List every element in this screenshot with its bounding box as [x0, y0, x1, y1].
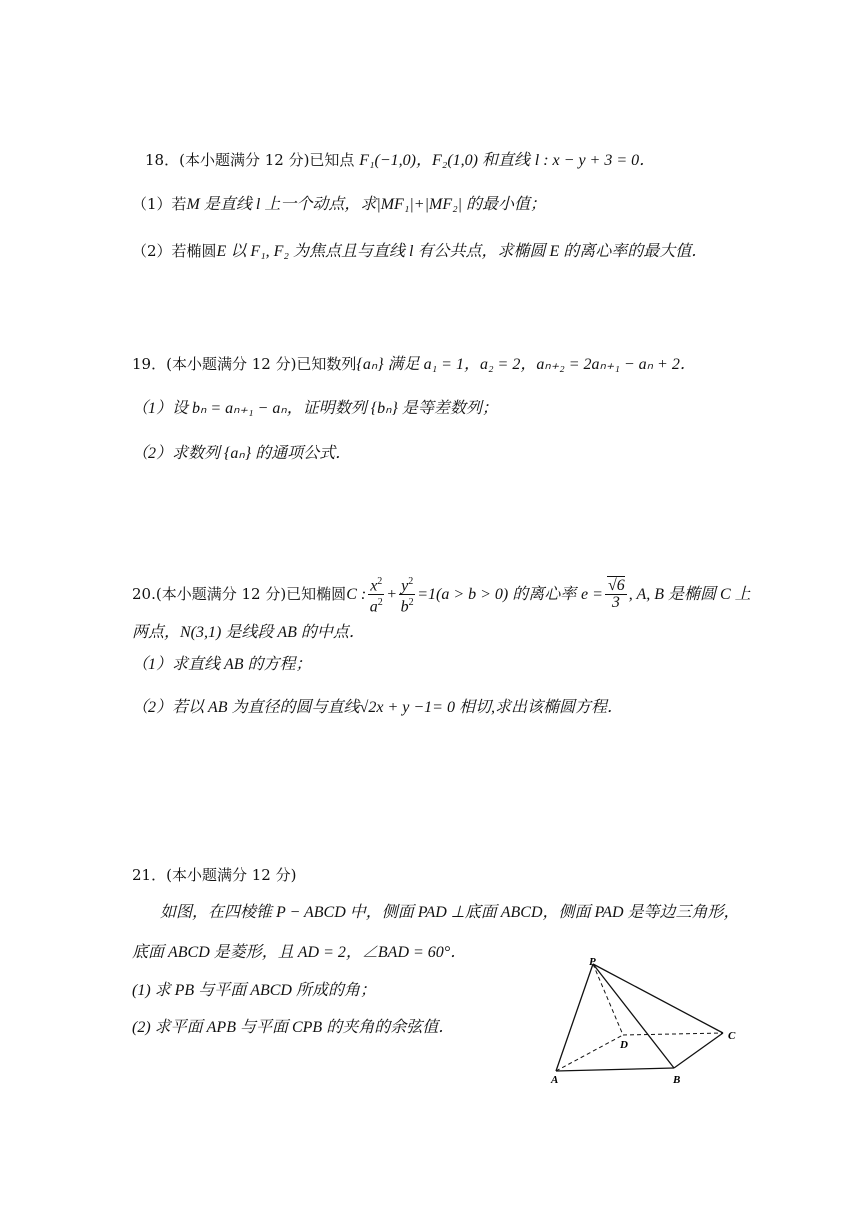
- q20-plus: +: [386, 585, 398, 603]
- q21-part2-text: (2) 求平面 APB 与平面 CPB 的夹角的余弦值．: [132, 1019, 455, 1036]
- q18-part2-text: E 以 F₁, F₂ 为焦点且与直线 l 有公共点，求椭圆 E 的离心率的最大值．: [216, 243, 708, 260]
- edge-PC: [593, 964, 723, 1033]
- q19-header: [132, 354, 696, 375]
- pyramid-figure: [545, 955, 745, 1090]
- q18-part1-num: （1）若: [132, 195, 187, 213]
- edge-AB: [556, 1068, 674, 1071]
- q18-part1-text: M 是直线 l 上一个动点，求: [186, 196, 377, 213]
- q18-title: 18．(本小题满分 12 分)已知点: [145, 151, 355, 169]
- label-B: B: [673, 1074, 681, 1086]
- q21-part2: [132, 1017, 454, 1038]
- q19-part1: [132, 398, 498, 419]
- q18-header: [145, 150, 655, 171]
- edge-PA: [556, 964, 593, 1071]
- q20-frac-x: $\frac{x^2}{a^2}$: [369, 576, 383, 616]
- q18-points: F₁(−1,0)，F₂(1,0) 和直线: [359, 152, 530, 169]
- q20-sqrt2: √: [359, 699, 369, 716]
- q21-title: 21．(本小题满分 12 分): [132, 866, 297, 884]
- edge-BC: [674, 1033, 723, 1068]
- q20-part1: [132, 654, 312, 675]
- q20-line2: [132, 622, 365, 643]
- q21-body2-text: 底面 ABCD 是菱形，且 AD = 2，∠BAD = 60°．: [132, 944, 467, 961]
- q20-cond: =1(a > b > 0) 的离心率: [417, 585, 577, 603]
- q20-ecc: e =: [581, 585, 603, 603]
- q18-part2-num: （2）若椭圆: [132, 242, 217, 260]
- q20-midpoint: 两点，N(3,1) 是线段 AB 的中点．: [132, 624, 365, 641]
- q20-header: [132, 574, 751, 616]
- q21-body2: [132, 942, 466, 963]
- label-C: C: [728, 1030, 736, 1042]
- edge-PD: [593, 964, 623, 1035]
- q19-part1-text: （1）设 bₙ = aₙ₊₁ − aₙ，证明数列 {bₙ} 是等差数列；: [132, 400, 498, 417]
- q21-header: [132, 865, 296, 885]
- label-P: P: [589, 956, 596, 968]
- q20-ecc-frac: $\frac{√6}{3}$: [605, 578, 627, 611]
- q21-part1-text: (1) 求 PB 与平面 ABCD 所成的角；: [132, 982, 376, 999]
- q19-seq-def: {aₙ} 满足 a₁ = 1，a₂ = 2，aₙ₊₂ = 2aₙ₊₁ − aₙ + 2．: [356, 356, 696, 373]
- q20-tail: , A, B 是椭圆 C 上: [628, 585, 751, 603]
- edge-DC: [623, 1033, 723, 1035]
- q18-line-eq: l : x − y + 3 = 0．: [534, 152, 656, 169]
- q20-title: 20.(本小题满分 12 分)已知椭圆: [132, 584, 347, 603]
- q20-part2-line: 2x + y −1= 0 相切,求出该椭圆方程．: [368, 699, 623, 716]
- q18-part1-expr: |MF₁|+|MF₂| 的最小值；: [376, 196, 547, 213]
- q19-title: 19．(本小题满分 12 分)已知数列: [132, 355, 357, 373]
- q20-part1-text: （1）求直线 AB 的方程；: [132, 656, 312, 673]
- q21-body1-text: 如图，在四棱锥 P − ABCD 中，侧面 PAD ⊥底面 ABCD，侧面 PAD 是等边三角形，: [160, 904, 740, 921]
- q21-body1: [160, 902, 740, 923]
- label-D: D: [620, 1039, 628, 1051]
- q21-part1: [132, 980, 376, 1001]
- q20-frac-y: $\frac{y^2}{b^2}$: [400, 576, 414, 616]
- q19-part2: [132, 443, 351, 464]
- q20-part2-text: （2）若以 AB 为直径的圆与直线: [132, 699, 360, 716]
- q19-part2-text: （2）求数列 {aₙ} 的通项公式．: [132, 445, 352, 462]
- q20-C: C :: [346, 585, 367, 603]
- edge-PB: [593, 964, 674, 1068]
- label-A: A: [551, 1074, 559, 1086]
- q18-part1: [132, 194, 546, 215]
- q18-part2: [132, 241, 707, 262]
- q20-part2: [132, 697, 623, 718]
